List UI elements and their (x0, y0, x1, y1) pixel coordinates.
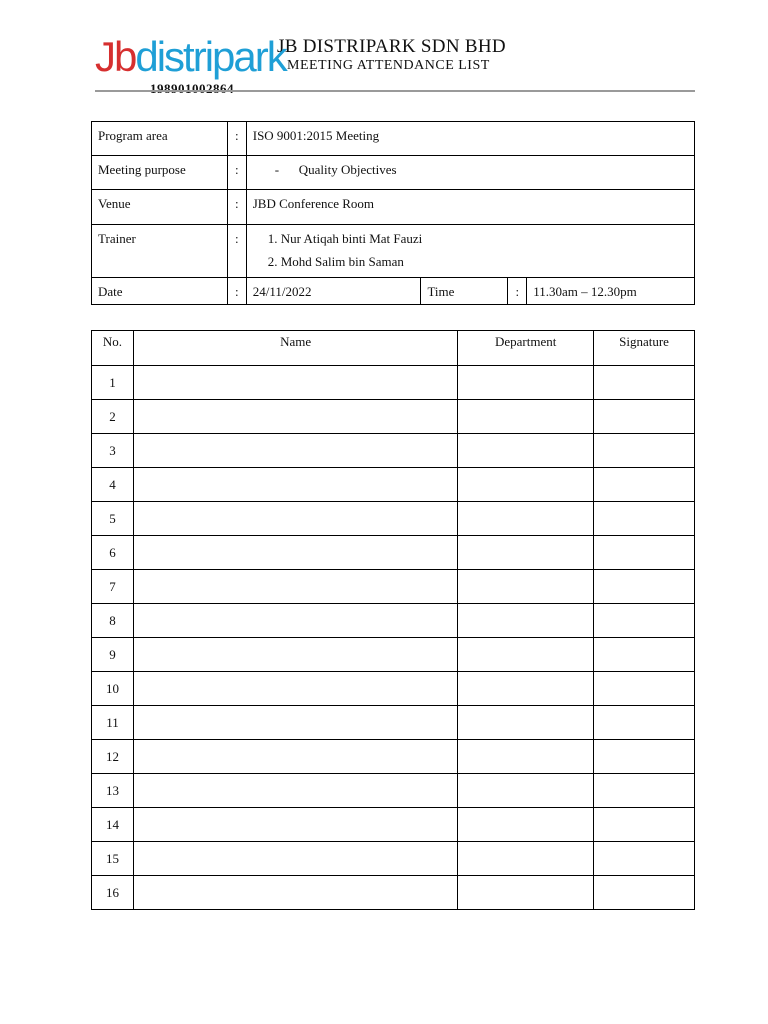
date-time-row (92, 278, 695, 305)
program-area-row (92, 122, 695, 156)
department-cell[interactable] (458, 672, 594, 706)
name-cell[interactable] (133, 672, 457, 706)
trainer-list (253, 231, 688, 270)
signature-cell[interactable] (594, 570, 695, 604)
program-area-value: ISO 9001:2015 Meeting (246, 122, 694, 156)
attendance-row (92, 570, 695, 604)
meeting-purpose-label: Meeting purpose (92, 156, 228, 190)
date-value: 24/11/2022 (246, 278, 421, 305)
row-number: 13 (92, 774, 134, 808)
name-cell[interactable] (133, 366, 457, 400)
signature-cell[interactable] (594, 808, 695, 842)
department-cell[interactable] (458, 638, 594, 672)
colon: : (227, 225, 246, 278)
venue-value: JBD Conference Room (246, 190, 694, 225)
no-column-header: No. (92, 331, 134, 366)
signature-cell[interactable] (594, 434, 695, 468)
attendance-row (92, 672, 695, 706)
trainer-item: 1. Nur Atiqah binti Mat Fauzi (281, 231, 688, 247)
row-number: 6 (92, 536, 134, 570)
department-cell[interactable] (458, 536, 594, 570)
signature-cell[interactable] (594, 672, 695, 706)
department-cell[interactable] (458, 604, 594, 638)
row-number: 7 (92, 570, 134, 604)
department-cell[interactable] (458, 468, 594, 502)
colon: : (227, 156, 246, 190)
attendance-row (92, 366, 695, 400)
row-number: 15 (92, 842, 134, 876)
attendance-row (92, 502, 695, 536)
meeting-purpose-row (92, 156, 695, 190)
program-area-label: Program area (92, 122, 228, 156)
trainer-item: 2. Mohd Salim bin Saman (281, 254, 688, 270)
signature-cell[interactable] (594, 536, 695, 570)
row-number: 4 (92, 468, 134, 502)
company-name: JB DISTRIPARK SDN BHD (277, 36, 506, 57)
row-number: 2 (92, 400, 134, 434)
registration-number: 198901002864 (150, 81, 234, 96)
name-cell[interactable] (133, 774, 457, 808)
name-cell[interactable] (133, 400, 457, 434)
trainer-label: Trainer (92, 225, 228, 278)
department-cell[interactable] (458, 366, 594, 400)
attendance-table (91, 330, 695, 910)
venue-label: Venue (92, 190, 228, 225)
name-cell[interactable] (133, 604, 457, 638)
row-number: 9 (92, 638, 134, 672)
attendance-row (92, 740, 695, 774)
signature-cell[interactable] (594, 876, 695, 910)
signature-cell[interactable] (594, 842, 695, 876)
name-cell[interactable] (133, 434, 457, 468)
attendance-row (92, 400, 695, 434)
signature-cell[interactable] (594, 400, 695, 434)
time-label: Time (421, 278, 508, 305)
header-divider (95, 90, 695, 92)
trainer-row (92, 225, 695, 278)
row-number: 11 (92, 706, 134, 740)
time-value: 11.30am – 12.30pm (527, 278, 695, 305)
row-number: 16 (92, 876, 134, 910)
name-cell[interactable] (133, 638, 457, 672)
signature-cell[interactable] (594, 366, 695, 400)
attendance-header-row (92, 331, 695, 366)
row-number: 12 (92, 740, 134, 774)
department-cell[interactable] (458, 502, 594, 536)
logo-distripark-text: distripark (135, 33, 286, 80)
name-cell[interactable] (133, 706, 457, 740)
attendance-row (92, 774, 695, 808)
attendance-row (92, 808, 695, 842)
colon: : (227, 190, 246, 225)
name-cell[interactable] (133, 536, 457, 570)
date-label: Date (92, 278, 228, 305)
signature-cell[interactable] (594, 604, 695, 638)
attendance-row (92, 604, 695, 638)
attendance-row (92, 706, 695, 740)
department-cell[interactable] (458, 434, 594, 468)
signature-cell[interactable] (594, 468, 695, 502)
attendance-row (92, 638, 695, 672)
row-number: 3 (92, 434, 134, 468)
row-number: 10 (92, 672, 134, 706)
colon: : (227, 122, 246, 156)
signature-cell[interactable] (594, 502, 695, 536)
department-cell[interactable] (458, 876, 594, 910)
name-cell[interactable] (133, 740, 457, 774)
row-number: 14 (92, 808, 134, 842)
colon: : (227, 278, 246, 305)
company-logo (95, 33, 286, 85)
meeting-purpose-item: - Quality Objectives (275, 162, 688, 178)
signature-column-header: Signature (594, 331, 695, 366)
department-cell[interactable] (458, 706, 594, 740)
name-cell[interactable] (133, 808, 457, 842)
name-cell[interactable] (133, 842, 457, 876)
name-column-header: Name (133, 331, 457, 366)
signature-cell[interactable] (594, 740, 695, 774)
department-cell[interactable] (458, 740, 594, 774)
attendance-row (92, 536, 695, 570)
venue-row (92, 190, 695, 225)
department-column-header: Department (458, 331, 594, 366)
document-title: MEETING ATTENDANCE LIST (287, 58, 490, 73)
row-number: 1 (92, 366, 134, 400)
signature-cell[interactable] (594, 706, 695, 740)
colon: : (508, 278, 527, 305)
attendance-row (92, 468, 695, 502)
logo-jb-text: Jb (95, 33, 136, 80)
name-cell[interactable] (133, 502, 457, 536)
attendance-body (92, 366, 695, 910)
name-cell[interactable] (133, 468, 457, 502)
meeting-purpose-list (253, 162, 688, 178)
department-cell[interactable] (458, 570, 594, 604)
attendance-row (92, 876, 695, 910)
department-cell[interactable] (458, 400, 594, 434)
department-cell[interactable] (458, 842, 594, 876)
department-cell[interactable] (458, 808, 594, 842)
row-number: 5 (92, 502, 134, 536)
meeting-info-table (91, 121, 695, 305)
row-number: 8 (92, 604, 134, 638)
signature-cell[interactable] (594, 638, 695, 672)
name-cell[interactable] (133, 570, 457, 604)
name-cell[interactable] (133, 876, 457, 910)
department-cell[interactable] (458, 774, 594, 808)
attendance-row (92, 434, 695, 468)
attendance-row (92, 842, 695, 876)
signature-cell[interactable] (594, 774, 695, 808)
